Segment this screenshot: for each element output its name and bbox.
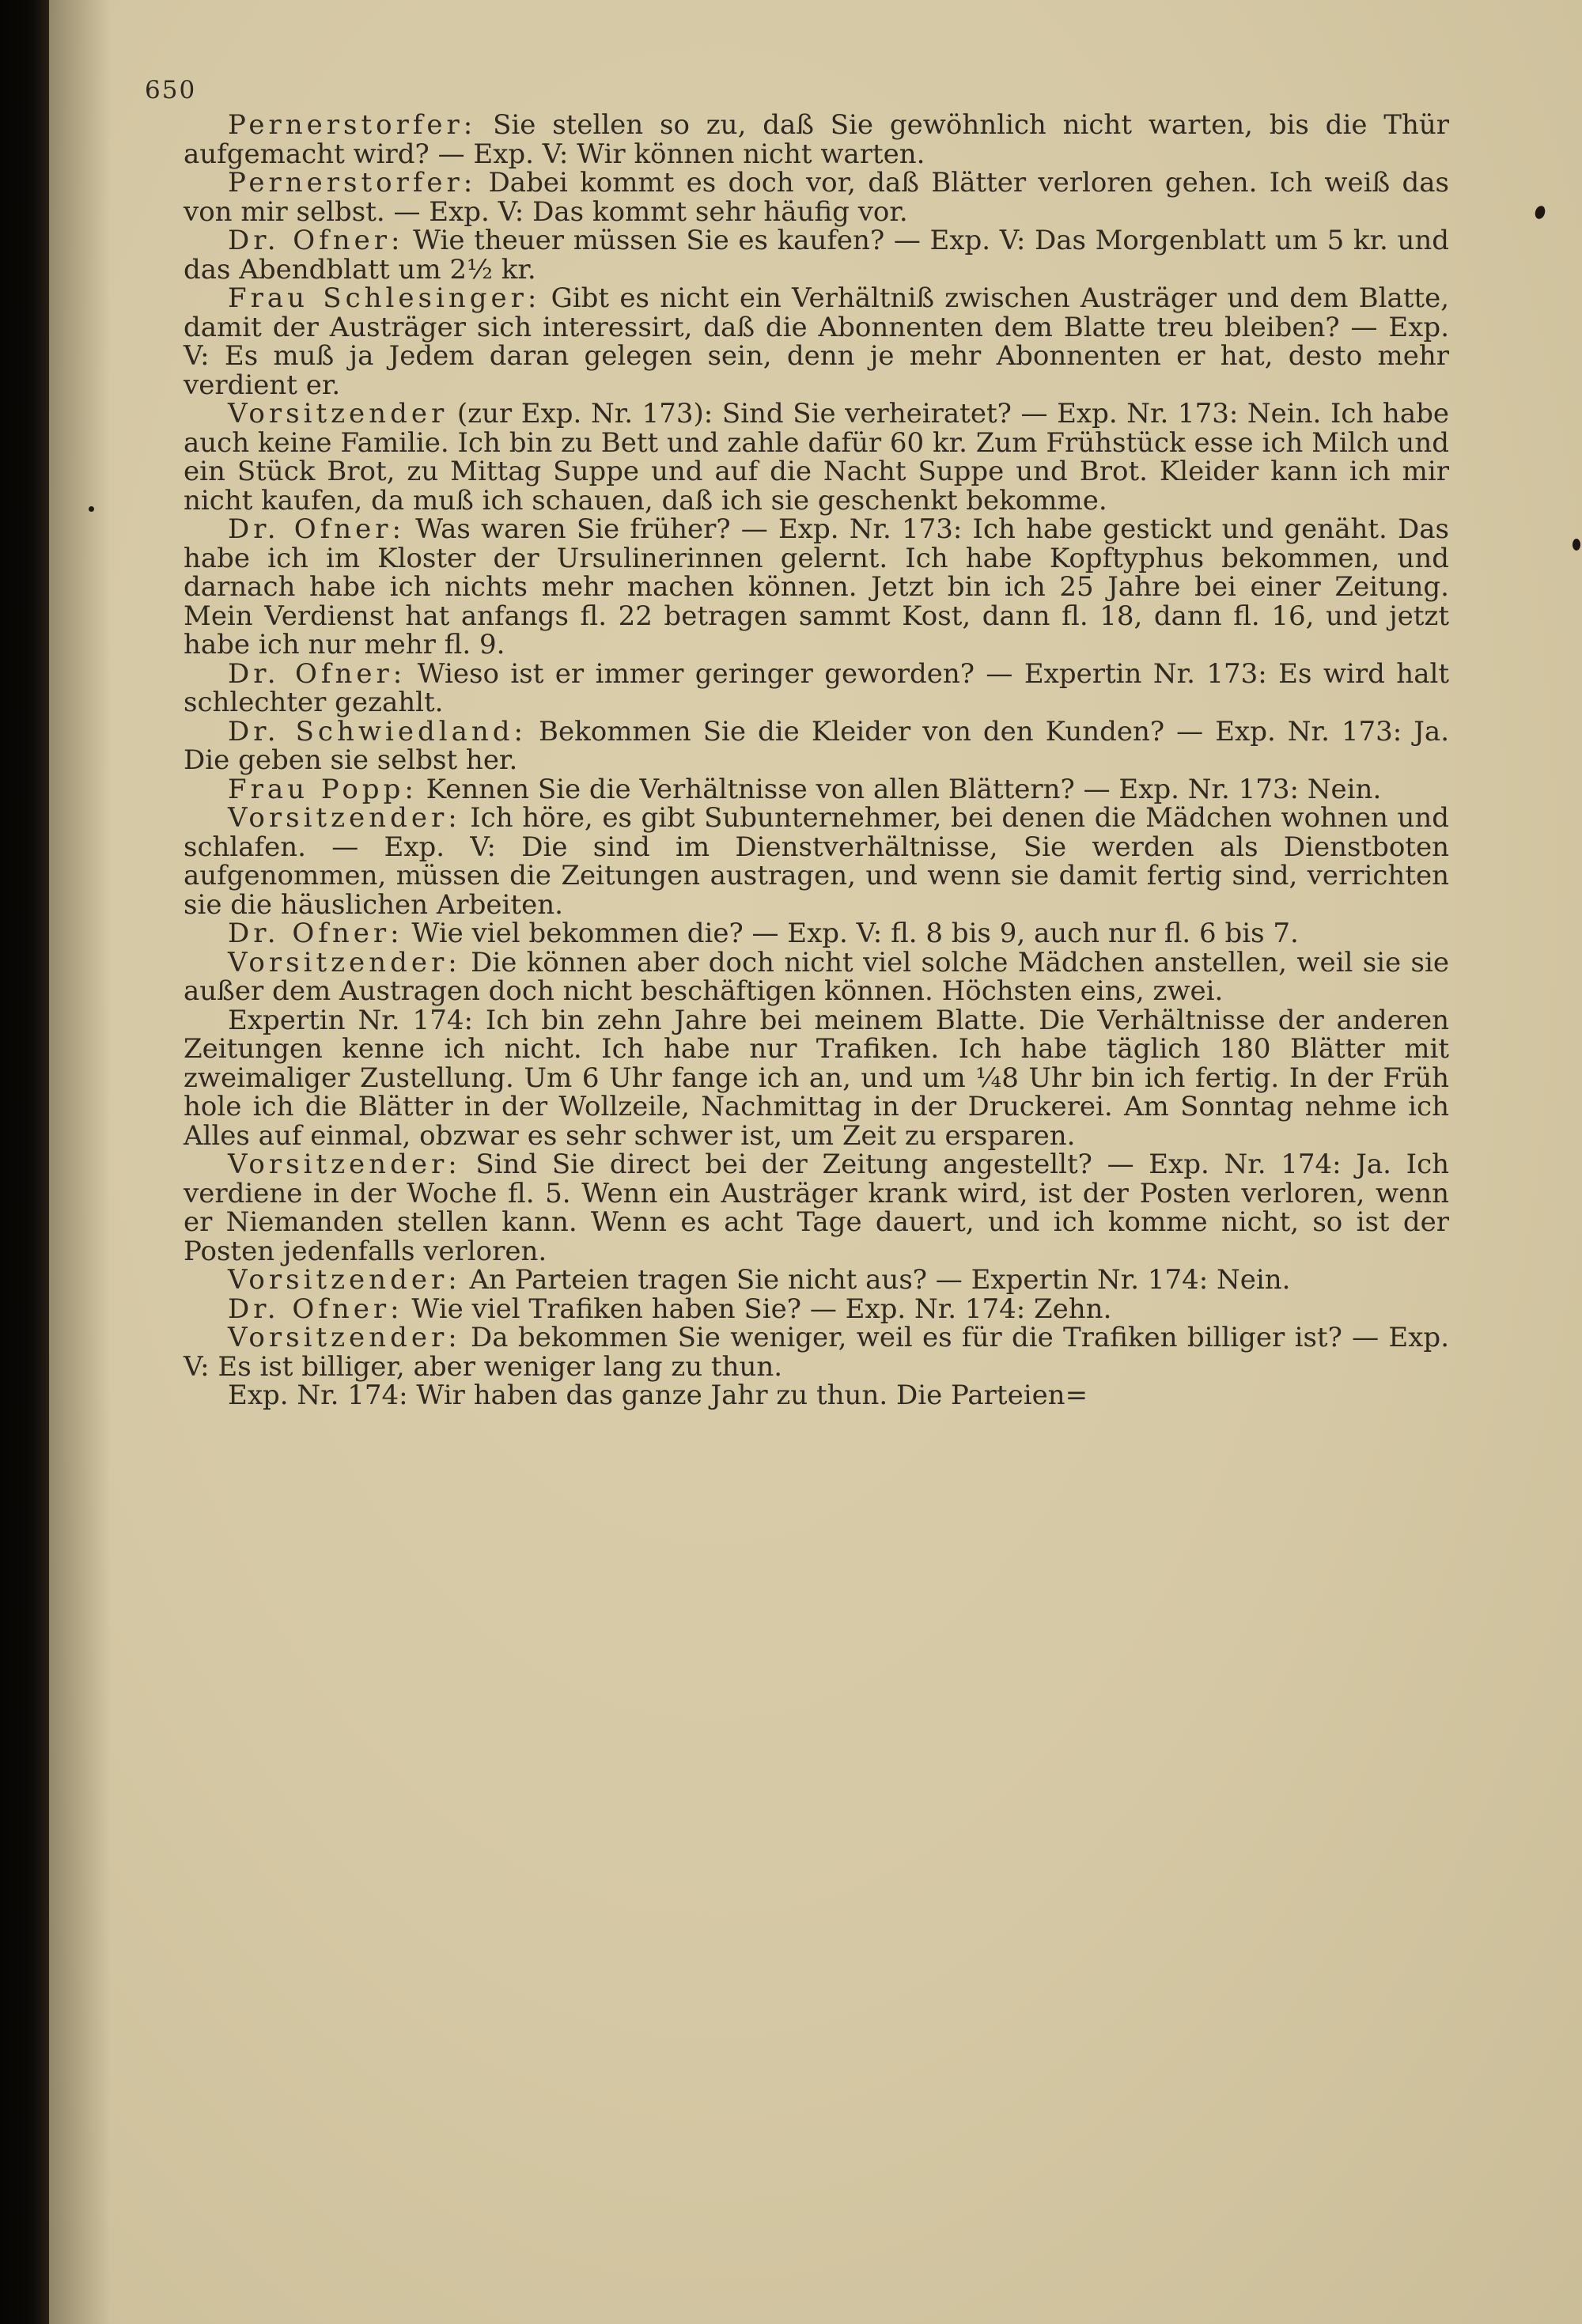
paragraph (184, 775, 1449, 804)
paragraph (184, 1150, 1449, 1266)
paragraph-text: Wie viel Trafiken haben Sie? — Exp. Nr. 174: Zehn. (411, 1293, 1112, 1325)
paragraph-text: Kennen Sie die Verhältnisse von allen Blättern? — Exp. Nr. 173: Nein. (426, 773, 1382, 805)
scan-artifact (89, 506, 94, 512)
paragraph (184, 948, 1449, 1006)
paragraph-text: Sie stellen so zu, daß Sie gewöhnlich nicht warten, bis die Thür aufgemacht wird? — Exp. V: Wir können nicht warten. (184, 109, 1449, 170)
speaker-name: Vorsitzender: (228, 1264, 461, 1296)
paragraph (184, 168, 1449, 226)
paragraph-text: An Parteien tragen Sie nicht aus? — Expertin Nr. 174: Nein. (469, 1264, 1291, 1296)
paragraph-text: Ich höre, es gibt Subunternehmer, bei denen die Mädchen wohnen und schlafen. — Exp. V: Die sind im Dienstverhältnisse, Sie werden als Dienstboten aufgenommen, müssen die Zeitungen austragen, und wenn sie damit fertig sind, verrichten sie die häuslichen Arbeiten. (184, 802, 1449, 921)
paragraph-text: Expertin Nr. 174: Ich bin zehn Jahre bei meinem Blatte. Die Verhältnisse der anderen Zeitungen kenne ich nicht. Ich habe nur Trafiken. Ich habe täglich 180 Blätter mit zweimaliger Zustellung. Um 6 Uhr fange ich an, und um ¼8 Uhr bin ich fertig. In der Früh hole ich die Blätter in der Wollzeile, Nachmittag in der Druckerei. Am Sonntag nehme ich Alles auf einmal, obzwar es sehr schwer ist, um Zeit zu ersparen. (184, 1004, 1449, 1152)
text-block (184, 111, 1449, 1410)
paragraph (184, 226, 1449, 284)
paragraph (184, 1381, 1449, 1410)
spine-gutter-shadow (49, 0, 111, 2324)
paragraph (184, 1323, 1449, 1381)
paragraph-text: Gibt es nicht ein Verhältniß zwischen Austräger und dem Blatte, damit der Austräger sich interessirt, daß die Abonnenten dem Blatte treu bleiben? — Exp. V: Es muß ja Jedem daran gelegen sein, denn je mehr Abonnenten er hat, desto mehr verdient er. (184, 282, 1450, 401)
paragraph-text: Bekommen Sie die Kleider von den Kunden? — Exp. Nr. 173: Ja. Die geben sie selbst her. (184, 715, 1449, 776)
speaker-name: Vorsitzender (228, 398, 448, 430)
paragraph-text: Die können aber doch nicht viel solche Mädchen anstellen, weil sie sie außer dem Austragen doch nicht beschäftigen können. Höchsten eins, zwei. (184, 946, 1449, 1007)
paragraph-text: Was waren Sie früher? — Exp. Nr. 173: Ich habe gestickt und genäht. Das habe ich im Kloster der Ursulinerinnen gelernt. Ich habe Kopftyphus bekommen, und darnach habe ich nichts mehr machen können. Jetzt bin ich 25 Jahre bei einer Zeitung. Mein Verdienst hat anfangs fl. 22 betragen sammt Kost, dann fl. 18, dann fl. 16, und jetzt habe ich nur mehr fl. 9. (184, 513, 1450, 660)
paragraph (184, 284, 1449, 399)
speaker-name: Vorsitzender: (228, 802, 461, 834)
speaker-name: Dr. Ofner: (228, 918, 403, 949)
speaker-name: Vorsitzender: (228, 1322, 461, 1353)
speaker-name: Vorsitzender: (228, 946, 461, 978)
paragraph-text: Exp. Nr. 174: Wir haben das ganze Jahr zu thun. Die Parteien= (228, 1380, 1088, 1411)
paragraph (184, 399, 1449, 515)
paragraph (184, 919, 1449, 948)
paragraph-text: Dabei kommt es doch vor, daß Blätter verloren gehen. Ich weiß das von mir selbst. — Exp. V: Das kommt sehr häufig vor. (184, 167, 1449, 228)
paragraph-text: Wieso ist er immer geringer geworden? — Expertin Nr. 173: Es wird halt schlechter gezahlt. (184, 657, 1450, 718)
speaker-name: Frau Popp: (228, 773, 418, 805)
speaker-name: Dr. Schwiedland: (228, 715, 527, 748)
paragraph (184, 717, 1449, 775)
paragraph (184, 1006, 1449, 1151)
paragraph (184, 657, 1450, 718)
speaker-name: Dr. Ofner: (228, 225, 404, 256)
page-number: 650 (145, 76, 197, 104)
speaker-name: Pernerstorfer: (228, 167, 477, 199)
speaker-name: Dr. Ofner: (228, 513, 405, 545)
paragraph (184, 1295, 1449, 1324)
speaker-name: Vorsitzender: (228, 1149, 461, 1180)
paragraph (184, 804, 1449, 919)
speaker-name: Frau Schlesinger: (228, 282, 541, 314)
scan-artifact (1573, 539, 1580, 551)
paragraph (184, 1266, 1449, 1295)
speaker-name: Dr. Ofner: (228, 657, 407, 690)
scan-artifact (1534, 205, 1547, 221)
paragraph (184, 111, 1449, 168)
paragraph-text: Wie viel bekommen die? — Exp. V: fl. 8 bis 9, auch nur fl. 6 bis 7. (411, 918, 1299, 949)
speaker-name: Dr. Ofner: (228, 1293, 403, 1325)
book-spine-shadow (0, 0, 49, 2324)
paragraph-text: (zur Exp. Nr. 173): Sind Sie verheiratet? — Exp. Nr. 173: Nein. Ich habe auch keine Familie. Ich bin zu Bett und zahle dafür 60 kr. Zum Frühstück esse ich Milch und ein Stück Brot, zu Mittag Suppe und auf die Nacht Suppe und Brot. Kleider kann ich mir nicht kaufen, da muß ich schauen, daß ich sie geschenkt bekomme. (184, 398, 1449, 517)
paragraph (184, 515, 1449, 660)
paragraph-text: Da bekommen Sie weniger, weil es für die Trafiken billiger ist? — Exp. V: Es ist billiger, aber weniger lang zu thun. (184, 1322, 1450, 1383)
paragraph-text: Wie theuer müssen Sie es kaufen? — Exp. V: Das Morgenblatt um 5 kr. und das Abendblatt um 2½ kr. (184, 225, 1450, 286)
paragraph-text: Sind Sie direct bei der Zeitung angestellt? — Exp. Nr. 174: Ja. Ich verdiene in der Woche fl. 5. Wenn ein Austräger krank wird, ist der Posten verloren, wenn er Niemanden stellen kann. Wenn es acht Tage dauert, und ich komme nicht, so ist der Posten jedenfalls verloren. (184, 1149, 1450, 1267)
speaker-name: Pernerstorfer: (228, 109, 477, 141)
